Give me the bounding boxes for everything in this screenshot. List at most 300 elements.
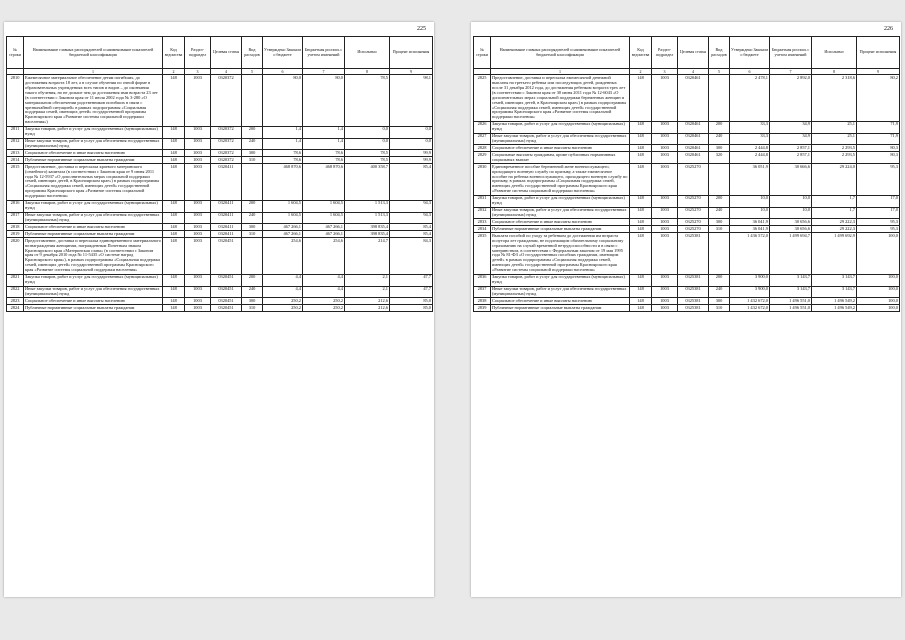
section-code-cell: 1003: [652, 195, 678, 207]
target-item-cell: 0320372: [211, 126, 242, 138]
row-name-cell: Публичные нормативные социальные выплаты гражданам: [24, 231, 163, 238]
approved-amount-cell: 2 478,1: [730, 75, 770, 121]
table-row: [7, 224, 433, 231]
target-item-cell: 0320461: [678, 145, 709, 152]
budget-schedule-amount-cell: 30 656,6: [770, 219, 812, 226]
executed-amount-cell: 212,6: [345, 298, 390, 305]
department-code-cell: 148: [163, 164, 185, 200]
row-number-cell: 2838: [474, 298, 491, 305]
executed-amount-cell: 1 513,3: [345, 200, 390, 212]
row-number-cell: 2836: [474, 274, 491, 286]
table-row: [474, 75, 900, 121]
expense-type-cell: 310: [242, 157, 263, 164]
executed-amount-cell: 2 318,6: [812, 75, 857, 121]
row-number-cell: 2839: [474, 305, 491, 312]
row-number-cell: 2827: [474, 133, 491, 145]
target-item-cell: 0320451: [211, 238, 242, 274]
approved-amount-cell: 1,4: [263, 126, 303, 138]
row-name-cell: Социальное обеспечение и иные выплаты населению: [24, 224, 163, 231]
table-row: [474, 274, 900, 286]
budget-schedule-amount-cell: 10,0: [770, 195, 812, 207]
expense-type-cell: 240: [242, 138, 263, 150]
expense-type-cell: [709, 75, 730, 121]
approved-amount-cell: 467 266,1: [263, 231, 303, 238]
execution-percent-cell: 99,9: [390, 150, 433, 157]
budget-schedule-amount-cell: 34,9: [770, 133, 812, 145]
target-item-cell: 0320372: [211, 157, 242, 164]
department-code-cell: 148: [630, 274, 652, 286]
execution-percent-cell: 85,4: [390, 164, 433, 200]
expense-type-cell: 200: [709, 121, 730, 133]
column-header: Утверждено Законом о бюджете: [263, 37, 303, 69]
column-header: Бюджетная роспись с учетом изменений: [770, 37, 812, 69]
row-number-cell: 2816: [7, 200, 24, 212]
target-item-cell: 0320461: [678, 152, 709, 164]
column-number-cell: 8: [812, 69, 857, 75]
section-code-cell: 1003: [652, 133, 678, 145]
department-code-cell: 148: [630, 298, 652, 305]
table-row: [7, 298, 433, 305]
budget-schedule-amount-cell: 1 499 694,7: [770, 233, 812, 274]
row-number-cell: 2828: [474, 145, 491, 152]
executed-amount-cell: 0,0: [345, 138, 390, 150]
executed-amount-cell: 25,1: [812, 133, 857, 145]
executed-amount-cell: 1 513,3: [345, 212, 390, 224]
column-header: Процент исполнения: [857, 37, 900, 69]
section-code-cell: 1003: [185, 305, 211, 312]
table-row: [7, 286, 433, 298]
approved-amount-cell: 4,4: [263, 286, 303, 298]
target-item-cell: 0325381: [678, 274, 709, 286]
target-item-cell: 0320372: [211, 75, 242, 126]
budget-schedule-amount-cell: 467 266,1: [303, 231, 345, 238]
department-code-cell: 148: [163, 138, 185, 150]
department-code-cell: 148: [163, 286, 185, 298]
budget-schedule-amount-cell: 2 857,1: [770, 152, 812, 164]
approved-amount-cell: 3 900,0: [730, 274, 770, 286]
expense-type-cell: 300: [242, 150, 263, 157]
column-number-cell: 3: [185, 69, 211, 75]
expense-type-cell: 310: [242, 231, 263, 238]
budget-schedule-amount-cell: 3 143,7: [770, 274, 812, 286]
approved-amount-cell: 33,3: [730, 121, 770, 133]
row-number-cell: 2819: [7, 231, 24, 238]
executed-amount-cell: 78,5: [345, 75, 390, 126]
expense-type-cell: 200: [242, 200, 263, 212]
row-name-cell: Иные закупки товаров, работ и услуг для обеспечения государственных (муниципальных) нужд: [24, 212, 163, 224]
execution-percent-cell: 99,9: [390, 157, 433, 164]
department-code-cell: 148: [630, 219, 652, 226]
department-code-cell: 148: [163, 150, 185, 157]
row-name-cell: Социальное обеспечение и иные выплаты населению: [491, 219, 630, 226]
execution-percent-cell: 95,3: [857, 219, 900, 226]
expense-type-cell: 300: [709, 219, 730, 226]
target-item-cell: 0320461: [678, 121, 709, 133]
executed-amount-cell: 0,0: [345, 126, 390, 138]
execution-percent-cell: 47,7: [390, 286, 433, 298]
row-name-cell: Социальное обеспечение и иные выплаты населению: [491, 298, 630, 305]
target-item-cell: 0320372: [211, 138, 242, 150]
section-code-cell: 1003: [185, 200, 211, 212]
row-number-cell: 2825: [474, 75, 491, 121]
row-name-cell: Иные закупки товаров, работ и услуг для обеспечения государственных (муниципальных) нужд: [24, 286, 163, 298]
department-code-cell: 148: [630, 233, 652, 274]
column-header: Наименование главных распорядителей и наименование показателей бюджетной классификации: [24, 37, 163, 69]
column-header: Наименование главных распорядителей и наименование показателей бюджетной классификации: [491, 37, 630, 69]
executed-amount-cell: 25,1: [812, 121, 857, 133]
department-code-cell: 148: [163, 200, 185, 212]
section-code-cell: 1003: [185, 126, 211, 138]
row-name-cell: Социальное обеспечение и иные выплаты населению: [24, 150, 163, 157]
target-item-cell: 0320411: [211, 224, 242, 231]
row-number-cell: 2822: [7, 286, 24, 298]
execution-percent-cell: 85,0: [390, 298, 433, 305]
table-row: [7, 126, 433, 138]
row-name-cell: Публичные нормативные социальные выплаты гражданам: [24, 157, 163, 164]
execution-percent-cell: 84,3: [390, 238, 433, 274]
column-header: Целевая статья: [211, 37, 242, 69]
approved-amount-cell: 10,0: [730, 195, 770, 207]
target-item-cell: 0325270: [678, 219, 709, 226]
section-code-cell: 1003: [185, 75, 211, 126]
column-header: Утверждено Законом о бюджете: [730, 37, 770, 69]
executed-amount-cell: 3 143,7: [812, 274, 857, 286]
executed-amount-cell: 400 358,7: [345, 164, 390, 200]
table-row: [7, 231, 433, 238]
row-name-cell: Закупка товаров, работ и услуг для государственных (муниципальных) нужд: [491, 195, 630, 207]
budget-schedule-amount-cell: 254,6: [303, 238, 345, 274]
section-code-cell: 1003: [652, 286, 678, 298]
section-code-cell: 1003: [652, 298, 678, 305]
table-row: [474, 286, 900, 298]
row-name-cell: Иные закупки товаров, работ и услуг для обеспечения государственных (муниципальных) нужд: [491, 207, 630, 219]
row-name-cell: Иные закупки товаров, работ и услуг для обеспечения государственных (муниципальных) нужд: [491, 133, 630, 145]
column-header: Раздел-подраздел: [185, 37, 211, 69]
department-code-cell: 148: [163, 224, 185, 231]
row-number-cell: 2814: [7, 157, 24, 164]
column-number-cell: 4: [678, 69, 709, 75]
table-row: [7, 274, 433, 286]
expense-type-cell: 310: [242, 305, 263, 312]
department-code-cell: 148: [630, 286, 652, 298]
department-code-cell: 148: [630, 145, 652, 152]
target-item-cell: 0320411: [211, 212, 242, 224]
budget-schedule-amount-cell: 468 870,6: [303, 164, 345, 200]
column-number-cell: 9: [857, 69, 900, 75]
expense-type-cell: 240: [709, 207, 730, 219]
executed-amount-cell: 2,1: [345, 286, 390, 298]
table-row: [7, 157, 433, 164]
row-number-cell: 2832: [474, 207, 491, 219]
section-code-cell: 1003: [185, 150, 211, 157]
department-code-cell: 148: [630, 75, 652, 121]
executed-amount-cell: 78,5: [345, 157, 390, 164]
row-number-cell: 2812: [7, 138, 24, 150]
column-number-cell: 7: [770, 69, 812, 75]
section-code-cell: 1003: [652, 219, 678, 226]
execution-percent-cell: 100,0: [857, 298, 900, 305]
row-name-cell: Предоставление, доставка и пересылка краевого материнского (семейного) капитала (в соответствии с Законом края от 9 июня 2011 года № 12-5937 «О дополнительных мерах социальной поддержки семей, имеющих детей, в Красноярском крае») в рамках подпрограммы «Социальная поддержка семей, имеющих детей» государственной программы Красноярского края «Развитие системы социальной поддержки населения»: [24, 164, 163, 200]
section-code-cell: 1003: [652, 233, 678, 274]
department-code-cell: 148: [630, 164, 652, 196]
table-row: [7, 138, 433, 150]
budget-schedule-amount-cell: 467 266,1: [303, 224, 345, 231]
department-code-cell: 148: [630, 152, 652, 164]
target-item-cell: 0325381: [678, 286, 709, 298]
column-number-cell: 2: [163, 69, 185, 75]
row-number-cell: 2811: [7, 126, 24, 138]
budget-schedule-amount-cell: 250,2: [303, 305, 345, 312]
expense-type-cell: 300: [242, 298, 263, 305]
approved-amount-cell: 1 604,5: [263, 212, 303, 224]
row-number-cell: 2833: [474, 219, 491, 226]
execution-percent-cell: 47,7: [390, 274, 433, 286]
row-name-cell: Предоставление, доставка и пересылка ежемесячной денежной выплаты на третьего ребенка или последующих детей, рожденных после 31 декабря 2012 года, до достижения ребенком возраста трех лет (в соответствии с Законом края от 30 июня 2011 года № 12-6043 «О дополнительных мерах социальной поддержки беременных женщин и семей, имеющих детей, в Красноярском крае») в рамках подпрограммы «Социальная поддержка семей, имеющих детей» государственной программы Красноярского края «Развитие системы социальной поддержки населения»: [491, 75, 630, 121]
section-code-cell: 1003: [185, 238, 211, 274]
section-code-cell: 1003: [185, 274, 211, 286]
execution-percent-cell: 94,3: [390, 200, 433, 212]
expense-type-cell: [242, 75, 263, 126]
column-header: Исполнено: [345, 37, 390, 69]
target-item-cell: 0325270: [678, 164, 709, 196]
row-number-cell: 2835: [474, 233, 491, 274]
department-code-cell: 148: [630, 305, 652, 312]
budget-table: [473, 36, 900, 312]
row-number-cell: 2818: [7, 224, 24, 231]
section-code-cell: 1003: [652, 164, 678, 196]
execution-percent-cell: 80,2: [857, 75, 900, 121]
target-item-cell: 0320451: [211, 305, 242, 312]
row-name-cell: Иные закупки товаров, работ и услуг для обеспечения государственных (муниципальных) нужд: [491, 286, 630, 298]
budget-schedule-amount-cell: 4,4: [303, 286, 345, 298]
row-name-cell: Социальное обеспечение и иные выплаты населению: [24, 298, 163, 305]
column-header: Код ведомства: [630, 37, 652, 69]
table-row: [474, 145, 900, 152]
row-number-cell: 2815: [7, 164, 24, 200]
section-code-cell: 1003: [652, 145, 678, 152]
table-row: [7, 164, 433, 200]
column-header: Раздел-подраздел: [652, 37, 678, 69]
column-header: Код ведомства: [163, 37, 185, 69]
column-number-cell: 3: [652, 69, 678, 75]
table-row: [474, 298, 900, 305]
expense-type-cell: 200: [242, 126, 263, 138]
table-row: [474, 152, 900, 164]
department-code-cell: 148: [163, 212, 185, 224]
row-number-cell: 2837: [474, 286, 491, 298]
execution-percent-cell: 95,3: [857, 164, 900, 196]
executed-amount-cell: 3 143,7: [812, 286, 857, 298]
section-code-cell: 1003: [185, 286, 211, 298]
execution-percent-cell: 80,3: [857, 145, 900, 152]
column-header: Вид расходов: [709, 37, 730, 69]
table-row: [7, 150, 433, 157]
column-header: Исполнено: [812, 37, 857, 69]
execution-percent-cell: 17,0: [857, 195, 900, 207]
approved-amount-cell: 1 436 572,0: [730, 233, 770, 274]
section-code-cell: 1003: [185, 231, 211, 238]
section-code-cell: 1003: [185, 164, 211, 200]
execution-percent-cell: 71,9: [857, 121, 900, 133]
section-code-cell: 1003: [185, 212, 211, 224]
row-number-cell: 2831: [474, 195, 491, 207]
row-number-cell: 2813: [7, 150, 24, 157]
expense-type-cell: [709, 164, 730, 196]
column-number-cell: 7: [303, 69, 345, 75]
budget-table: [6, 36, 433, 312]
department-code-cell: 148: [630, 121, 652, 133]
row-name-cell: Единовременное пособие беременной жене военнослужащего, проходящего военную службу по призыву, а также ежемесячное пособие на ребенка военнослужащего, проходящего военную службу по призыву, в рамках подпрограммы «Социальная поддержка семей, имеющих детей» государственной программы Красноярского края «Развитие системы социальной поддержки населения»: [491, 164, 630, 196]
column-number-cell: 5: [709, 69, 730, 75]
department-code-cell: 148: [163, 298, 185, 305]
target-item-cell: 0325381: [678, 305, 709, 312]
budget-schedule-amount-cell: 30 656,6: [770, 226, 812, 233]
budget-schedule-amount-cell: 2 857,1: [770, 145, 812, 152]
department-code-cell: 148: [163, 126, 185, 138]
section-code-cell: 1003: [652, 305, 678, 312]
expense-type-cell: [709, 233, 730, 274]
table-row: [474, 195, 900, 207]
execution-percent-cell: 98,1: [390, 75, 433, 126]
executed-amount-cell: 1 496 549,2: [812, 305, 857, 312]
budget-schedule-amount-cell: 10,0: [770, 207, 812, 219]
department-code-cell: 148: [163, 274, 185, 286]
expense-type-cell: 240: [709, 133, 730, 145]
column-number-cell: 4: [211, 69, 242, 75]
column-header: Процент исполнения: [390, 37, 433, 69]
row-number-cell: 2829: [474, 152, 491, 164]
row-name-cell: Иные закупки товаров, работ и услуг для обеспечения государственных (муниципальных) нужд: [24, 138, 163, 150]
budget-schedule-amount-cell: 1 496 551,0: [770, 298, 812, 305]
budget-schedule-amount-cell: 80,0: [303, 75, 345, 126]
budget-schedule-amount-cell: 78,6: [303, 150, 345, 157]
department-code-cell: 148: [163, 75, 185, 126]
row-name-cell: Закупка товаров, работ и услуг для государственных (муниципальных) нужд: [491, 274, 630, 286]
page-number: 226: [884, 26, 893, 32]
approved-amount-cell: 1 432 672,0: [730, 298, 770, 305]
column-number-cell: 6: [263, 69, 303, 75]
executed-amount-cell: 1,7: [812, 207, 857, 219]
column-number-cell: 2: [630, 69, 652, 75]
executed-amount-cell: 1 499 692,9: [812, 233, 857, 274]
execution-percent-cell: 94,3: [390, 212, 433, 224]
table-row: [7, 200, 433, 212]
executed-amount-cell: 29 222,3: [812, 219, 857, 226]
approved-amount-cell: 80,0: [263, 75, 303, 126]
section-code-cell: 1003: [185, 157, 211, 164]
row-name-cell: Предоставление, доставка и пересылка единовременного материального вознаграждения женщинам, награжденным Почетным знаком Красноярского края «Материнская слава» (в соответствии с Законом края от 9 декабря 2010 года № 11-5435 «О системе наград Красноярского края»), в рамках подпрограммы «Социальная поддержка семей, имеющих детей» государственной программы Красноярского края «Развитие системы социальной поддержки населения»: [25, 237, 161, 273]
budget-schedule-amount-cell: 250,2: [303, 298, 345, 305]
expense-type-cell: 200: [709, 195, 730, 207]
table-row: [474, 207, 900, 219]
budget-schedule-amount-cell: 3 143,7: [770, 286, 812, 298]
expense-type-cell: 200: [242, 274, 263, 286]
approved-amount-cell: 10,0: [730, 207, 770, 219]
column-header: Целевая статья: [678, 37, 709, 69]
execution-percent-cell: 85,4: [390, 224, 433, 231]
approved-amount-cell: 78,6: [263, 157, 303, 164]
column-number-cell: 9: [390, 69, 433, 75]
row-name-cell: Социальное обеспечение и иные выплаты населению: [491, 145, 630, 152]
target-item-cell: 0325381: [678, 233, 709, 274]
column-number-cell: 1: [491, 69, 630, 75]
expense-type-cell: 310: [709, 226, 730, 233]
row-name-cell: Закупка товаров, работ и услуг для государственных (муниципальных) нужд: [24, 126, 163, 138]
target-item-cell: 0320451: [211, 298, 242, 305]
department-code-cell: 148: [163, 238, 185, 274]
department-code-cell: 148: [630, 226, 652, 233]
approved-amount-cell: 254,6: [263, 238, 303, 274]
budget-schedule-amount-cell: 1 604,5: [303, 200, 345, 212]
table-row: [474, 164, 900, 196]
section-code-cell: 1003: [652, 75, 678, 121]
section-code-cell: 1003: [652, 152, 678, 164]
row-name-cell: Закупка товаров, работ и услуг для государственных (муниципальных) нужд: [491, 121, 630, 133]
table-row: [474, 133, 900, 145]
approved-amount-cell: 36 041,9: [730, 219, 770, 226]
executed-amount-cell: 398 835,4: [345, 231, 390, 238]
department-code-cell: 148: [163, 157, 185, 164]
row-number-cell: 2817: [7, 212, 24, 224]
expense-type-cell: [242, 238, 263, 274]
row-name-cell: Публичные нормативные социальные выплаты гражданам: [24, 305, 163, 312]
department-code-cell: 148: [630, 195, 652, 207]
executed-amount-cell: 398 835,4: [345, 224, 390, 231]
approved-amount-cell: 2 444,8: [730, 145, 770, 152]
section-code-cell: 1003: [652, 274, 678, 286]
approved-amount-cell: 36 051,9: [730, 164, 770, 196]
department-code-cell: 148: [163, 305, 185, 312]
approved-amount-cell: 1,4: [263, 138, 303, 150]
row-number-cell: 2823: [7, 298, 24, 305]
budget-schedule-amount-cell: 1,4: [303, 138, 345, 150]
row-number-cell: 2830: [474, 164, 491, 196]
column-number-cell: 5: [242, 69, 263, 75]
executed-amount-cell: 29 222,3: [812, 226, 857, 233]
column-header: Бюджетная роспись с учетом изменений: [303, 37, 345, 69]
section-code-cell: 1003: [652, 207, 678, 219]
expense-type-cell: 200: [709, 274, 730, 286]
right-page: [471, 22, 901, 597]
target-item-cell: 0320411: [211, 231, 242, 238]
table-row: [474, 226, 900, 233]
execution-percent-cell: 100,0: [857, 233, 900, 274]
approved-amount-cell: 33,3: [730, 133, 770, 145]
executed-amount-cell: 29 224,0: [812, 164, 857, 196]
expense-type-cell: 240: [709, 286, 730, 298]
approved-amount-cell: 1 604,5: [263, 200, 303, 212]
budget-schedule-amount-cell: 4,4: [303, 274, 345, 286]
table-row: [7, 305, 433, 312]
section-code-cell: 1003: [652, 121, 678, 133]
expense-type-cell: [242, 164, 263, 200]
budget-schedule-amount-cell: 30 666,6: [770, 164, 812, 196]
row-name-cell: Публичные нормативные социальные выплаты гражданам: [491, 226, 630, 233]
approved-amount-cell: 468 870,6: [263, 164, 303, 200]
expense-type-cell: 300: [709, 145, 730, 152]
expense-type-cell: 300: [709, 298, 730, 305]
executed-amount-cell: 1 496 549,2: [812, 298, 857, 305]
left-page: [4, 22, 434, 597]
table-row: [474, 219, 900, 226]
target-item-cell: 0320451: [211, 286, 242, 298]
section-code-cell: 1003: [652, 226, 678, 233]
target-item-cell: 0325270: [678, 195, 709, 207]
approved-amount-cell: 3 900,0: [730, 286, 770, 298]
budget-schedule-amount-cell: 78,6: [303, 157, 345, 164]
column-number-cell: 8: [345, 69, 390, 75]
execution-percent-cell: 17,0: [857, 207, 900, 219]
